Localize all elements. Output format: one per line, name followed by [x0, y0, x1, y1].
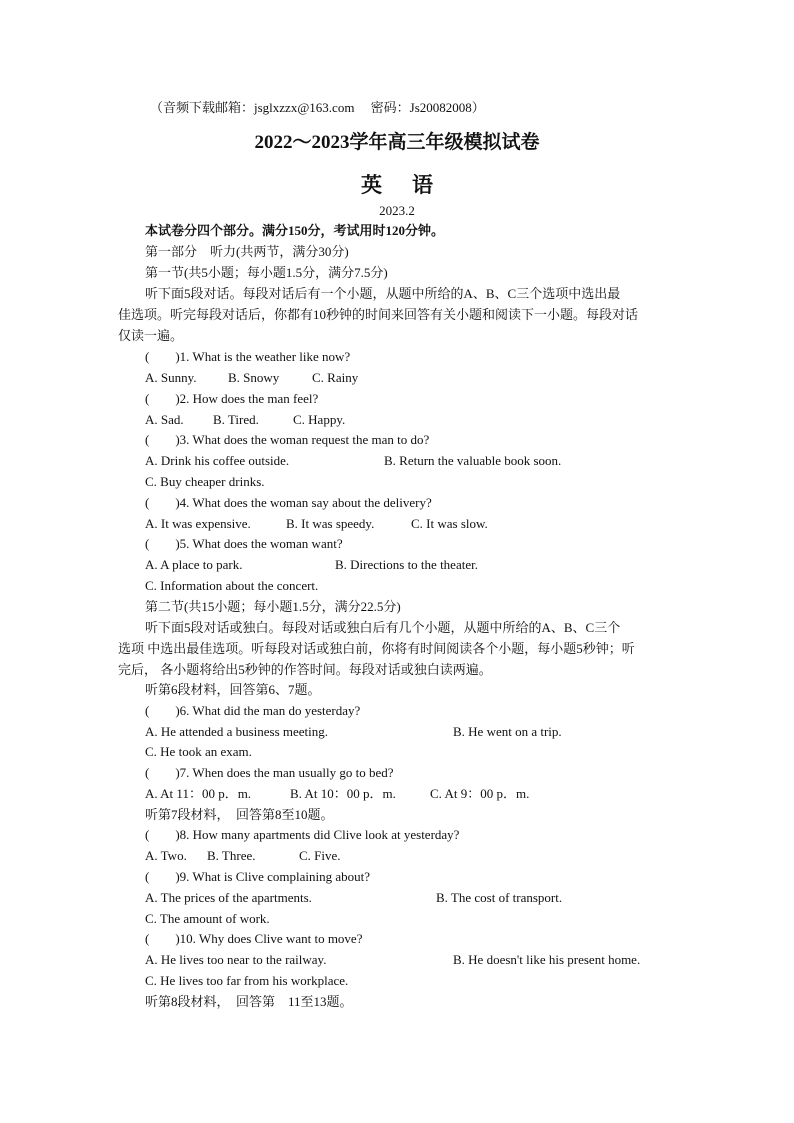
- subject-title: 英语: [361, 173, 463, 197]
- section2-instruction-line: 选项 中选出最佳选项。听每段对话或独白前，你将有时间阅读各个小题，每小题5秒钟；听: [118, 641, 635, 656]
- question-stem: ( )10. Why does Clive want to move?: [145, 931, 363, 946]
- audio-download-note: （音频下载邮箱：jsglxzzx@163.com 密码：Js20082008）: [150, 100, 485, 115]
- option: B. Tired.: [213, 412, 259, 427]
- option: C. He took an exam.: [145, 744, 252, 759]
- section2-title: 第二节(共15小题；每小题1.5分，满分22.5分): [145, 599, 401, 614]
- exam-title: 2022～2023学年高三年级模拟试卷: [254, 132, 540, 153]
- question-stem: ( )1. What is the weather like now?: [145, 349, 351, 364]
- exam-date: 2023.2: [379, 203, 415, 218]
- question-stem: ( )9. What is Clive complaining about?: [145, 869, 371, 884]
- option: B. Return the valuable book soon.: [384, 453, 562, 468]
- option: A. It was expensive.: [145, 516, 251, 531]
- material-6-heading: 听第6段材料，回答第6、7题。: [145, 682, 321, 697]
- question-stem: ( )3. What does the woman request the man to do?: [145, 432, 430, 447]
- question-stem: ( )7. When does the man usually go to bed?: [145, 765, 394, 780]
- part1-title: 第一部分 听力(共两节，满分30分): [145, 244, 349, 259]
- option: B. It was speedy.: [286, 516, 375, 531]
- option: A. He lives too near to the railway.: [145, 952, 327, 967]
- section1-instruction-line: 听下面5段对话。每段对话后有一个小题，从题中所给的A、B、C三个选项中选出最: [145, 286, 621, 301]
- option: C. Information about the concert.: [145, 578, 319, 593]
- question-stem: ( )4. What does the woman say about the delivery?: [145, 495, 432, 510]
- option: A. He attended a business meeting.: [145, 724, 329, 739]
- option: C. He lives too far from his workplace.: [145, 973, 349, 988]
- option: B. Three.: [207, 848, 256, 863]
- option: C. Five.: [299, 848, 341, 863]
- option: B. He doesn't like his present home.: [453, 952, 641, 967]
- option: A. A place to park.: [145, 557, 243, 572]
- option: C. Rainy: [312, 370, 359, 385]
- section2-instruction-line: 完后， 各小题将给出5秒钟的作答时间。每段对话或独白读两遍。: [118, 662, 492, 677]
- material-7-heading: 听第7段材料， 回答第8至10题。: [145, 807, 334, 822]
- section1-instruction-line: 仅读一遍。: [118, 328, 184, 343]
- option: B. He went on a trip.: [453, 724, 562, 739]
- exam-info: 本试卷分四个部分。满分150分，考试用时120分钟。: [145, 223, 445, 238]
- question-stem: ( )8. How many apartments did Clive look at yesterday?: [145, 827, 460, 842]
- option: B. Directions to the theater.: [335, 557, 478, 572]
- section2-instruction-line: 听下面5段对话或独白。每段对话或独白后有几个小题，从题中所给的A、B、C三个: [145, 620, 621, 635]
- option: A. Sunny.: [145, 370, 197, 385]
- section1-title: 第一节(共5小题；每小题1.5分，满分7.5分): [145, 265, 388, 280]
- question-stem: ( )2. How does the man feel?: [145, 391, 319, 406]
- option: B. Snowy: [228, 370, 280, 385]
- option: A. Two.: [145, 848, 187, 863]
- option: A. Drink his coffee outside.: [145, 453, 290, 468]
- option: C. It was slow.: [411, 516, 488, 531]
- option: C. At 9：00 p．m.: [430, 786, 530, 801]
- option: C. Buy cheaper drinks.: [145, 474, 265, 489]
- option: B. The cost of transport.: [436, 890, 563, 905]
- question-stem: ( )6. What did the man do yesterday?: [145, 703, 361, 718]
- option: A. At 11：00 p．m.: [145, 786, 252, 801]
- option: C. Happy.: [293, 412, 346, 427]
- option: B. At 10：00 p．m.: [290, 786, 396, 801]
- option: C. The amount of work.: [145, 911, 270, 926]
- material-8-heading: 听第8段材料， 回答第 11至13题。: [145, 994, 353, 1009]
- section1-instruction-line: 佳选项。听完每段对话后，你都有10秒钟的时间来回答有关小题和阅读下一小题。每段对话: [118, 307, 639, 322]
- question-stem: ( )5. What does the woman want?: [145, 536, 343, 551]
- option: A. Sad.: [145, 412, 184, 427]
- option: A. The prices of the apartments.: [145, 890, 312, 905]
